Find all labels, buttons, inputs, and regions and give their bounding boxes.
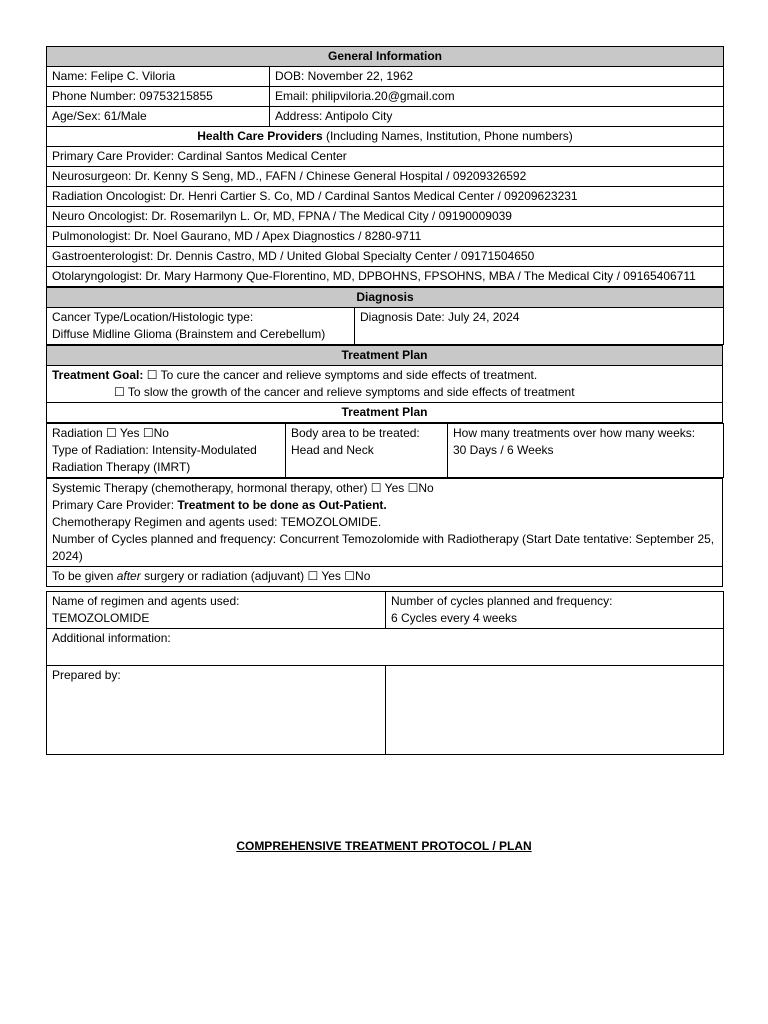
systemic-provider-value: Treatment to be done as Out-Patient. [177, 498, 387, 512]
systemic-therapy-table [46, 478, 723, 587]
additional-information: Additional information: [47, 629, 724, 666]
general-information-table [46, 46, 724, 287]
radiation-type: Type of Radiation: Intensity-Modulated Radiation Therapy (IMRT) [52, 443, 257, 474]
treatment-goal-table [46, 345, 723, 423]
treatment-form [46, 46, 723, 755]
diagnosis-header: Diagnosis [47, 288, 724, 308]
body-area-cell [286, 424, 448, 478]
treatment-goal-cell [47, 366, 723, 403]
treatment-goal-line-1 [52, 367, 717, 384]
systemic-provider [52, 497, 717, 514]
provider-neurosurgeon: Neurosurgeon: Dr. Kenny S Seng, MD., FAFN / Chinese General Hospital / 09209326592 [47, 167, 724, 187]
adjuvant-cell [47, 567, 723, 587]
diagnosis-table [46, 287, 724, 345]
radiation-table [46, 423, 724, 478]
adjuvant-text-after: after [116, 569, 141, 583]
signature-box [386, 666, 724, 755]
adjuvant-cycles-cell [386, 592, 724, 629]
cancer-type-label: Cancer Type/Location/Histologic type: [52, 310, 254, 324]
providers-header-title: Health Care Providers [197, 129, 323, 143]
treatment-plan-subheader: Treatment Plan [47, 403, 723, 423]
adjuvant-cycles-value: 6 Cycles every 4 weeks [391, 611, 518, 625]
provider-pulmonologist: Pulmonologist: Dr. Noel Gaurano, MD / Apex Diagnostics / 8280-9711 [47, 227, 724, 247]
provider-gastroenterologist: Gastroenterologist: Dr. Dennis Castro, MD / United Global Specialty Center / 09171504650 [47, 247, 724, 267]
general-information-header: General Information [47, 47, 724, 67]
systemic-provider-label: Primary Care Provider: [52, 498, 178, 512]
adjuvant-regimen-label: Name of regimen and agents used: [52, 594, 240, 608]
adjuvant-table [46, 591, 724, 755]
patient-email: Email: philipviloria.20@gmail.com [270, 87, 724, 107]
protocol-title: COMPREHENSIVE TREATMENT PROTOCOL / PLAN [236, 839, 532, 853]
adjuvant-text-start: To be given [52, 569, 117, 583]
adjuvant-cycles-label: Number of cycles planned and frequency: [391, 594, 613, 608]
provider-otolaryngologist: Otolaryngologist: Dr. Mary Harmony Que-Florentino, MD, DPBOHNS, FPSOHNS, MBA / The Medical City / 09165406711 [47, 267, 724, 287]
prepared-by: Prepared by: [47, 666, 386, 755]
provider-radiation-oncologist: Radiation Oncologist: Dr. Henri Cartier S. Co, MD / Cardinal Santos Medical Center / 09209623231 [47, 187, 724, 207]
patient-dob: DOB: November 22, 1962 [270, 67, 724, 87]
treatments-count-value: 30 Days / 6 Weeks [453, 443, 554, 457]
radiation-yes-no: Radiation ☐ Yes ☐No [52, 426, 169, 440]
adjuvant-regimen-cell [47, 592, 386, 629]
patient-address: Address: Antipolo City [270, 107, 724, 127]
patient-phone: Phone Number: 09753215855 [47, 87, 270, 107]
provider-primary: Primary Care Provider: Cardinal Santos Medical Center [47, 147, 724, 167]
adjuvant-text-end: surgery or radiation (adjuvant) ☐ Yes ☐No [140, 569, 371, 583]
treatment-goal-slow: ☐ To slow the growth of the cancer and relieve symptoms and side effects of treatment [114, 385, 575, 399]
body-area-label: Body area to be treated: [291, 426, 420, 440]
provider-neuro-oncologist: Neuro Oncologist: Dr. Rosemarilyn L. Or, MD, FPNA / The Medical City / 09190009039 [47, 207, 724, 227]
patient-age-sex: Age/Sex: 61/Male [47, 107, 270, 127]
chemotherapy-cycles: Number of Cycles planned and frequency: Concurrent Temozolomide with Radiotherapy (Start Date tentative: September 25, 2024) [52, 532, 715, 563]
providers-header-note: (Including Names, Institution, Phone numbers) [322, 129, 573, 143]
body-area-value: Head and Neck [291, 443, 374, 457]
cancer-type-cell [47, 308, 355, 345]
patient-name: Name: Felipe C. Viloria [47, 67, 270, 87]
treatment-goal-cure: ☐ To cure the cancer and relieve symptoms and side effects of treatment. [143, 368, 538, 382]
treatment-plan-header: Treatment Plan [47, 346, 723, 366]
chemotherapy-regimen: Chemotherapy Regimen and agents used: TEMOZOLOMIDE. [52, 515, 382, 529]
treatments-count-cell [448, 424, 724, 478]
adjuvant-regimen-value: TEMOZOLOMIDE [52, 611, 150, 625]
radiation-cell [47, 424, 286, 478]
systemic-therapy-cell [47, 479, 723, 567]
providers-header [47, 127, 724, 147]
treatments-count-label: How many treatments over how many weeks: [453, 426, 696, 440]
systemic-therapy-yes-no: Systemic Therapy (chemotherapy, hormonal therapy, other) ☐ Yes ☐No [52, 481, 434, 495]
treatment-goal-label: Treatment Goal: [52, 368, 144, 382]
diagnosis-date: Diagnosis Date: July 24, 2024 [355, 308, 724, 345]
cancer-type-value: Diffuse Midline Glioma (Brainstem and Cerebellum) [52, 327, 326, 341]
